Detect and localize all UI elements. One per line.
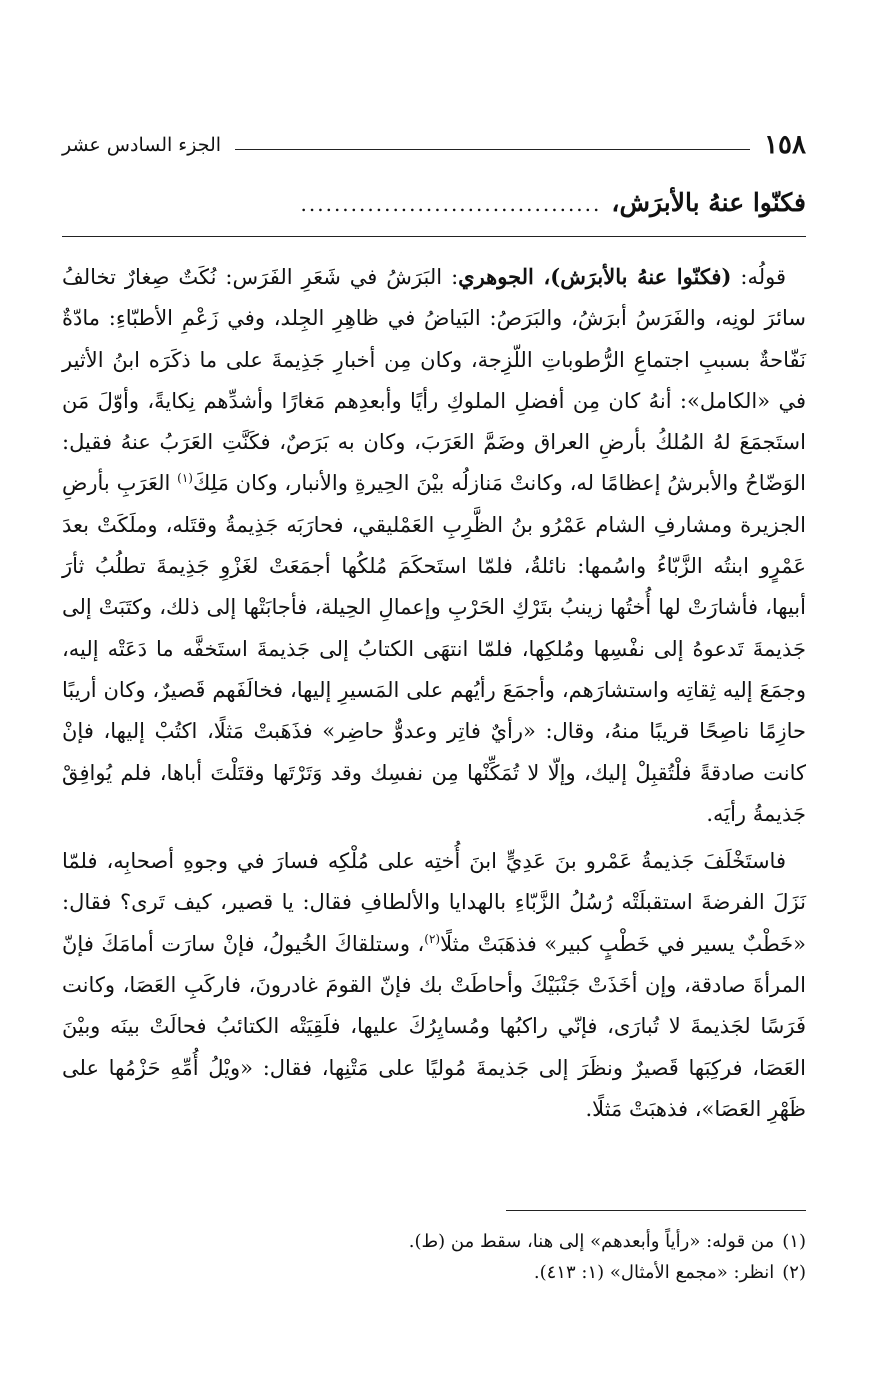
footnotes (62, 1226, 806, 1288)
lemma-rule (62, 236, 806, 237)
p1-lead: قولُه: (731, 265, 786, 289)
paragraph-2 (62, 841, 806, 1130)
p2-text-a: فاستَخْلَفَ جَذيمةُ عَمْرو بنَ عَدِيٍّ ابنَ أُختِه على مُلْكِه فسارَ في وجوهِ أصحابِه، فلمّا نَزَلَ الفرضةَ استقبلَتْه رُسُلُ الزَّبّاءِ بالهدايا والألطافِ فقال: يا قصير، كيف تَرى؟ فقال: «خَطْبٌ يسير في خَطْبٍ كبير» فذهَبَتْ مثلًا (62, 849, 806, 956)
running-title: الجزء السادس عشر (62, 134, 222, 156)
p1-text-b: العَرَبِ بأرضِ الجزيرة ومشارفِ الشام عَمْرُو بنُ الظَّرِبِ العَمْليقي، فحارَبَه جَذِيمةُ وقتَله، وملَكَتْ بعدَ عَمْرٍو ابنتُه الزَّبّاءُ واسُمها: نائلةُ، فلمّا استَحكَمَ مُلكُها أجمَعَتْ لغَزْوِ جَذِيمةَ تطلُبُ ثأرَ أبيها، فأشارَتْ لها أُختُها زينبُ بتَرْكِ الحَرْبِ وإعمالِ الحِيلة، فأجابَتْها إلى ذلك، وكتَبَتْ إلى جَذيمةَ تَدعوهُ إلى نفْسِها ومُلكِها، فلمّا انتهَى الكتابُ إلى جَذيمةَ استَخفَّه ما دَعَتْه إليه، وجمَعَ إليه ثِقاتِه واستشارَهم، وأجمَعَ رأيُهم على المَسيرِ إليها، فخالَفَهم قَصيرٌ، وكان أريبًا حازِمًا ناصِحًا قريبًا منهُ، وقال: «رأيٌ فاتِر وعدوٌّ حاضِر» فذَهَبتْ مَثلًا، اكتُبْ إليها، فإنْ كانت صادقةً فلْتُقبِلْ إليك، وإلّا لا تُمَكِّنْها مِن نفسِك وقد وَتَرْتَها وقتَلْتَ أباها، فلم يُوافِقْ جَذيمةُ رأيَه. (62, 471, 806, 826)
footnote-2 (62, 1257, 806, 1288)
book-page (62, 0, 806, 1396)
footnote-rule (506, 1210, 806, 1211)
running-head (62, 125, 806, 165)
footnote-2-marker: (٢) (782, 1262, 806, 1283)
p2-text-b: ، وستلقاكَ الخُيولُ، فإنْ سارَت أمامَكَ فإنّ المرأةَ صادقة، وإن أخَذَتْ جَنْبَيْكَ وأحاطَتْ بك فإنّ القومَ غادرونَ، فاركَبِ العَصَا، وكانت فَرَسًا لجَذيمةَ لا تُبارَى، فإنّي راكبُها ومُسايِرُكَ عليها، فلَقِيَتْه الكتائبُ فحالَتْ بينَه وبيْنَ العَصَا، فركِبَها قَصيرٌ ونظَرَ إلى جَذيمةَ مُوليًا على مَتْنِها، فقال: «ويْلُ أُمِّهِ حَزْمُها على ظَهْرِ العَصَا»، فذهبَتْ مَثلًا. (62, 931, 806, 1121)
page-number: ١٥٨ (764, 130, 806, 160)
paragraph-1 (62, 256, 806, 835)
footnote-1 (62, 1226, 806, 1257)
lemma-text: فكنّوا عنهُ بالأبرَش، (611, 188, 806, 217)
footnote-marker-2[interactable]: (٢) (424, 931, 441, 946)
footnote-2-text: انظر: «مجمع الأمثال» (١: ٤١٣). (533, 1262, 775, 1283)
header-rule (235, 149, 750, 150)
footnote-marker-1[interactable]: (١) (177, 471, 193, 486)
footnote-1-marker: (١) (782, 1231, 806, 1252)
p1-lead-bold: (فكنّوا عنهُ بالأبرَش)، الجوهري (458, 264, 732, 289)
p1-text-a: : البَرَشُ في شَعَرِ الفَرَس: نُكَتٌ صِغارٌ تخالفُ سائرَ لونِه، والفَرَسُ أبرَشُ، والبَرَصُ: البَياضُ في ظاهِرِ الجِلد، وفي زَعْمِ الأطبّاءِ: مادّةٌ نَفّاحةٌ بسببِ اجتماعِ الرُّطوباتِ اللّزِجة، وكان مِن أخبارِ جَذِيمةَ على ما ذكَرَه ابنُ الأثير في «الكامل»: أنهُ كان مِن أفضلِ الملوكِ رأيًا وأبعدِهم مَغارًا وأشدِّهم نِكايةً، وأوّلَ مَن استَجمَعَ لهُ المُلكُ بأرضِ العراق وضَمَّ العَرَبَ، وكان به بَرَصٌ، فكَنَّتِ العَرَبُ عنهُ فقيل: الوَضّاحُ والأبرشُ إعظامًا له، وكانتْ مَنازلُه بيْنَ الحِيرةِ والأنبار، وكان مَلِكَ (62, 265, 807, 496)
lemma-dots: .................................... (300, 192, 602, 216)
body-text (62, 256, 806, 1130)
footnote-1-text: من قوله: «رأياً وأبعدهم» إلى هنا، سقط من (ط). (408, 1231, 775, 1252)
lemma-line (62, 188, 806, 217)
